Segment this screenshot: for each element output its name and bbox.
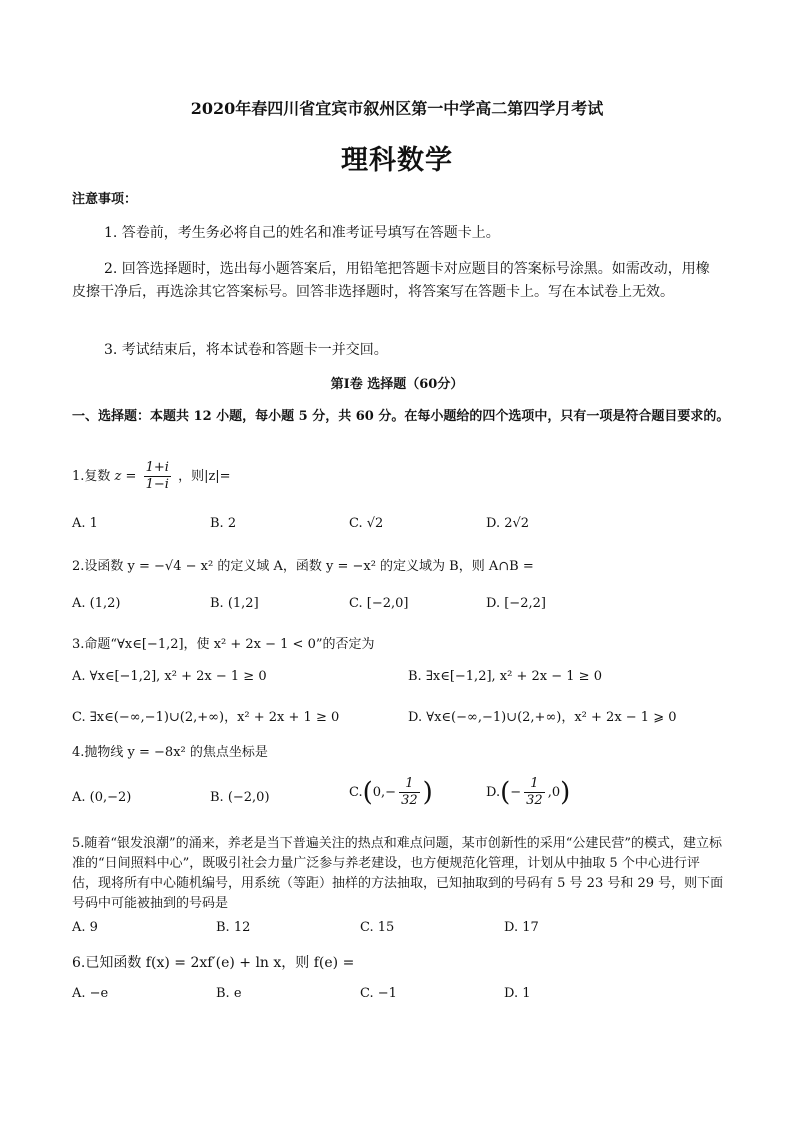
q4-option-d-close-paren: ) [560, 777, 571, 808]
q4-option-d-num: 1 [524, 776, 545, 793]
q3-option-b: B. ∃x∈[−1,2], x² + 2x − 1 ≥ 0 [408, 669, 602, 684]
q1-equals: = [125, 469, 137, 484]
exam-title: 2020年春四川省宜宾市叙州区第一中学高二第四学月考试 [190, 99, 604, 118]
q4-option-d-open-paren: ( [500, 777, 511, 808]
q3-option-c: C. ∃x∈(−∞,−1)∪(2,+∞)，x² + 2x + 1 ≥ 0 [72, 710, 340, 725]
q4-option-c [349, 776, 433, 809]
q5-option-a: A. 9 [72, 920, 98, 935]
q4-option-d-label: D. [486, 785, 501, 800]
part-title: 第Ⅰ卷 选择题（60分） [330, 377, 464, 392]
q4-option-c-den: 32 [401, 793, 418, 808]
q4-option-d-post: ,0 [547, 785, 561, 800]
q2-option-b: B. (1,2] [210, 596, 259, 611]
q6-option-d: D. 1 [504, 986, 531, 1001]
q4-option-c-label: C. [349, 785, 363, 800]
q1-option-a: A. 1 [72, 516, 98, 531]
question-3: 3.命题“∀x∈[−1,2]，使 x² + 2x − 1 < 0”的否定为 [72, 637, 375, 652]
q2-option-d: D. [−2,2] [486, 596, 546, 611]
question-2: 2.设函数 y = −√4 − x² 的定义域 A，函数 y = −x² 的定义域为 B，则 A∩B = [72, 559, 534, 574]
notice-item-3: 3. 考试结束后，将本试卷和答题卡一并交回。 [104, 342, 388, 358]
q6-option-c: C. −1 [360, 986, 397, 1001]
notice-item-1: 1. 答卷前，考生务必将自己的姓名和准考证号填写在答题卡上。 [104, 225, 500, 241]
q5-option-d: D. 17 [504, 920, 539, 935]
q5-option-c: C. 15 [360, 920, 395, 935]
q4-option-a: A. (0,−2) [72, 790, 132, 805]
q6-option-a: A. −e [72, 986, 109, 1001]
notice-item-2: 2. 回答选择题时，选出每小题答案后，用铅笔把答题卡对应题目的答案标号涂黑。如需改动，用橡皮擦干净后，再选涂其它答案标号。回答非选择题时，将答案写在答题卡上。写在本试卷上无效。 [72, 261, 710, 300]
q4-option-d-fraction [524, 776, 545, 809]
q5-option-b: B. 12 [216, 920, 251, 935]
q1-option-d: D. 2√2 [486, 516, 530, 531]
q1-numerator: 1+i [145, 460, 169, 475]
question-4: 4.抛物线 y = −8x² 的焦点坐标是 [72, 745, 268, 760]
q1-prefix: 1.复数 [72, 469, 111, 484]
q4-option-c-close-paren: ) [422, 777, 433, 808]
q4-option-c-num: 1 [399, 776, 420, 793]
q4-option-c-open-paren: ( [362, 777, 373, 808]
q1-suffix: ，则|z|= [178, 469, 231, 484]
q6-option-b: B. e [216, 986, 242, 1001]
q4-option-d-minus: − [510, 785, 522, 800]
q3-option-d: D. ∀x∈(−∞,−1)∪(2,+∞)，x² + 2x − 1 ⩾ 0 [408, 710, 677, 725]
question-6: 6.已知函数 f(x) = 2xf′(e) + ln x，则 f(e) = [72, 955, 355, 971]
q4-option-d [486, 776, 570, 809]
q1-denominator: 1−i [145, 477, 169, 492]
q4-option-c-pre: 0,− [372, 785, 397, 800]
q1-option-b: B. 2 [210, 516, 237, 531]
exam-subtitle: 理科数学 [341, 145, 453, 176]
section-instructions: 一、选择题：本题共 12 小题，每小题 5 分，共 60 分。在每小题给的四个选项中，只有一项是符合题目要求的。 [72, 409, 730, 424]
q4-option-b: B. (−2,0) [210, 790, 270, 805]
q1-fraction [144, 460, 171, 493]
q3-option-a: A. ∀x∈[−1,2], x² + 2x − 1 ≥ 0 [72, 669, 267, 684]
q2-option-c: C. [−2,0] [349, 596, 409, 611]
question-5: 5.随着“银发浪潮”的涌来，养老是当下普遍关注的热点和难点问题，某市创新性的采用“公建民营”的模式，建立标准的“日间照料中心”，既吸引社会力量广泛参与养老建设，也方便规范化管理，计划从中抽取 5 个中心进行评估，现将所有中心随机编号，用系统（等距）抽样的方法抽取，已知抽取到的号码有 5 号 23 号和 29 号，则下面号码中可能被抽到的号码是 [72, 836, 724, 911]
q1-option-c: C. √2 [349, 516, 384, 531]
q4-option-d-den: 32 [526, 793, 543, 808]
question-1 [72, 460, 231, 493]
q2-option-a: A. (1,2) [72, 596, 121, 611]
q4-option-c-fraction [399, 776, 420, 809]
q1-variable: z [114, 469, 122, 484]
notice-heading: 注意事项： [72, 192, 138, 207]
